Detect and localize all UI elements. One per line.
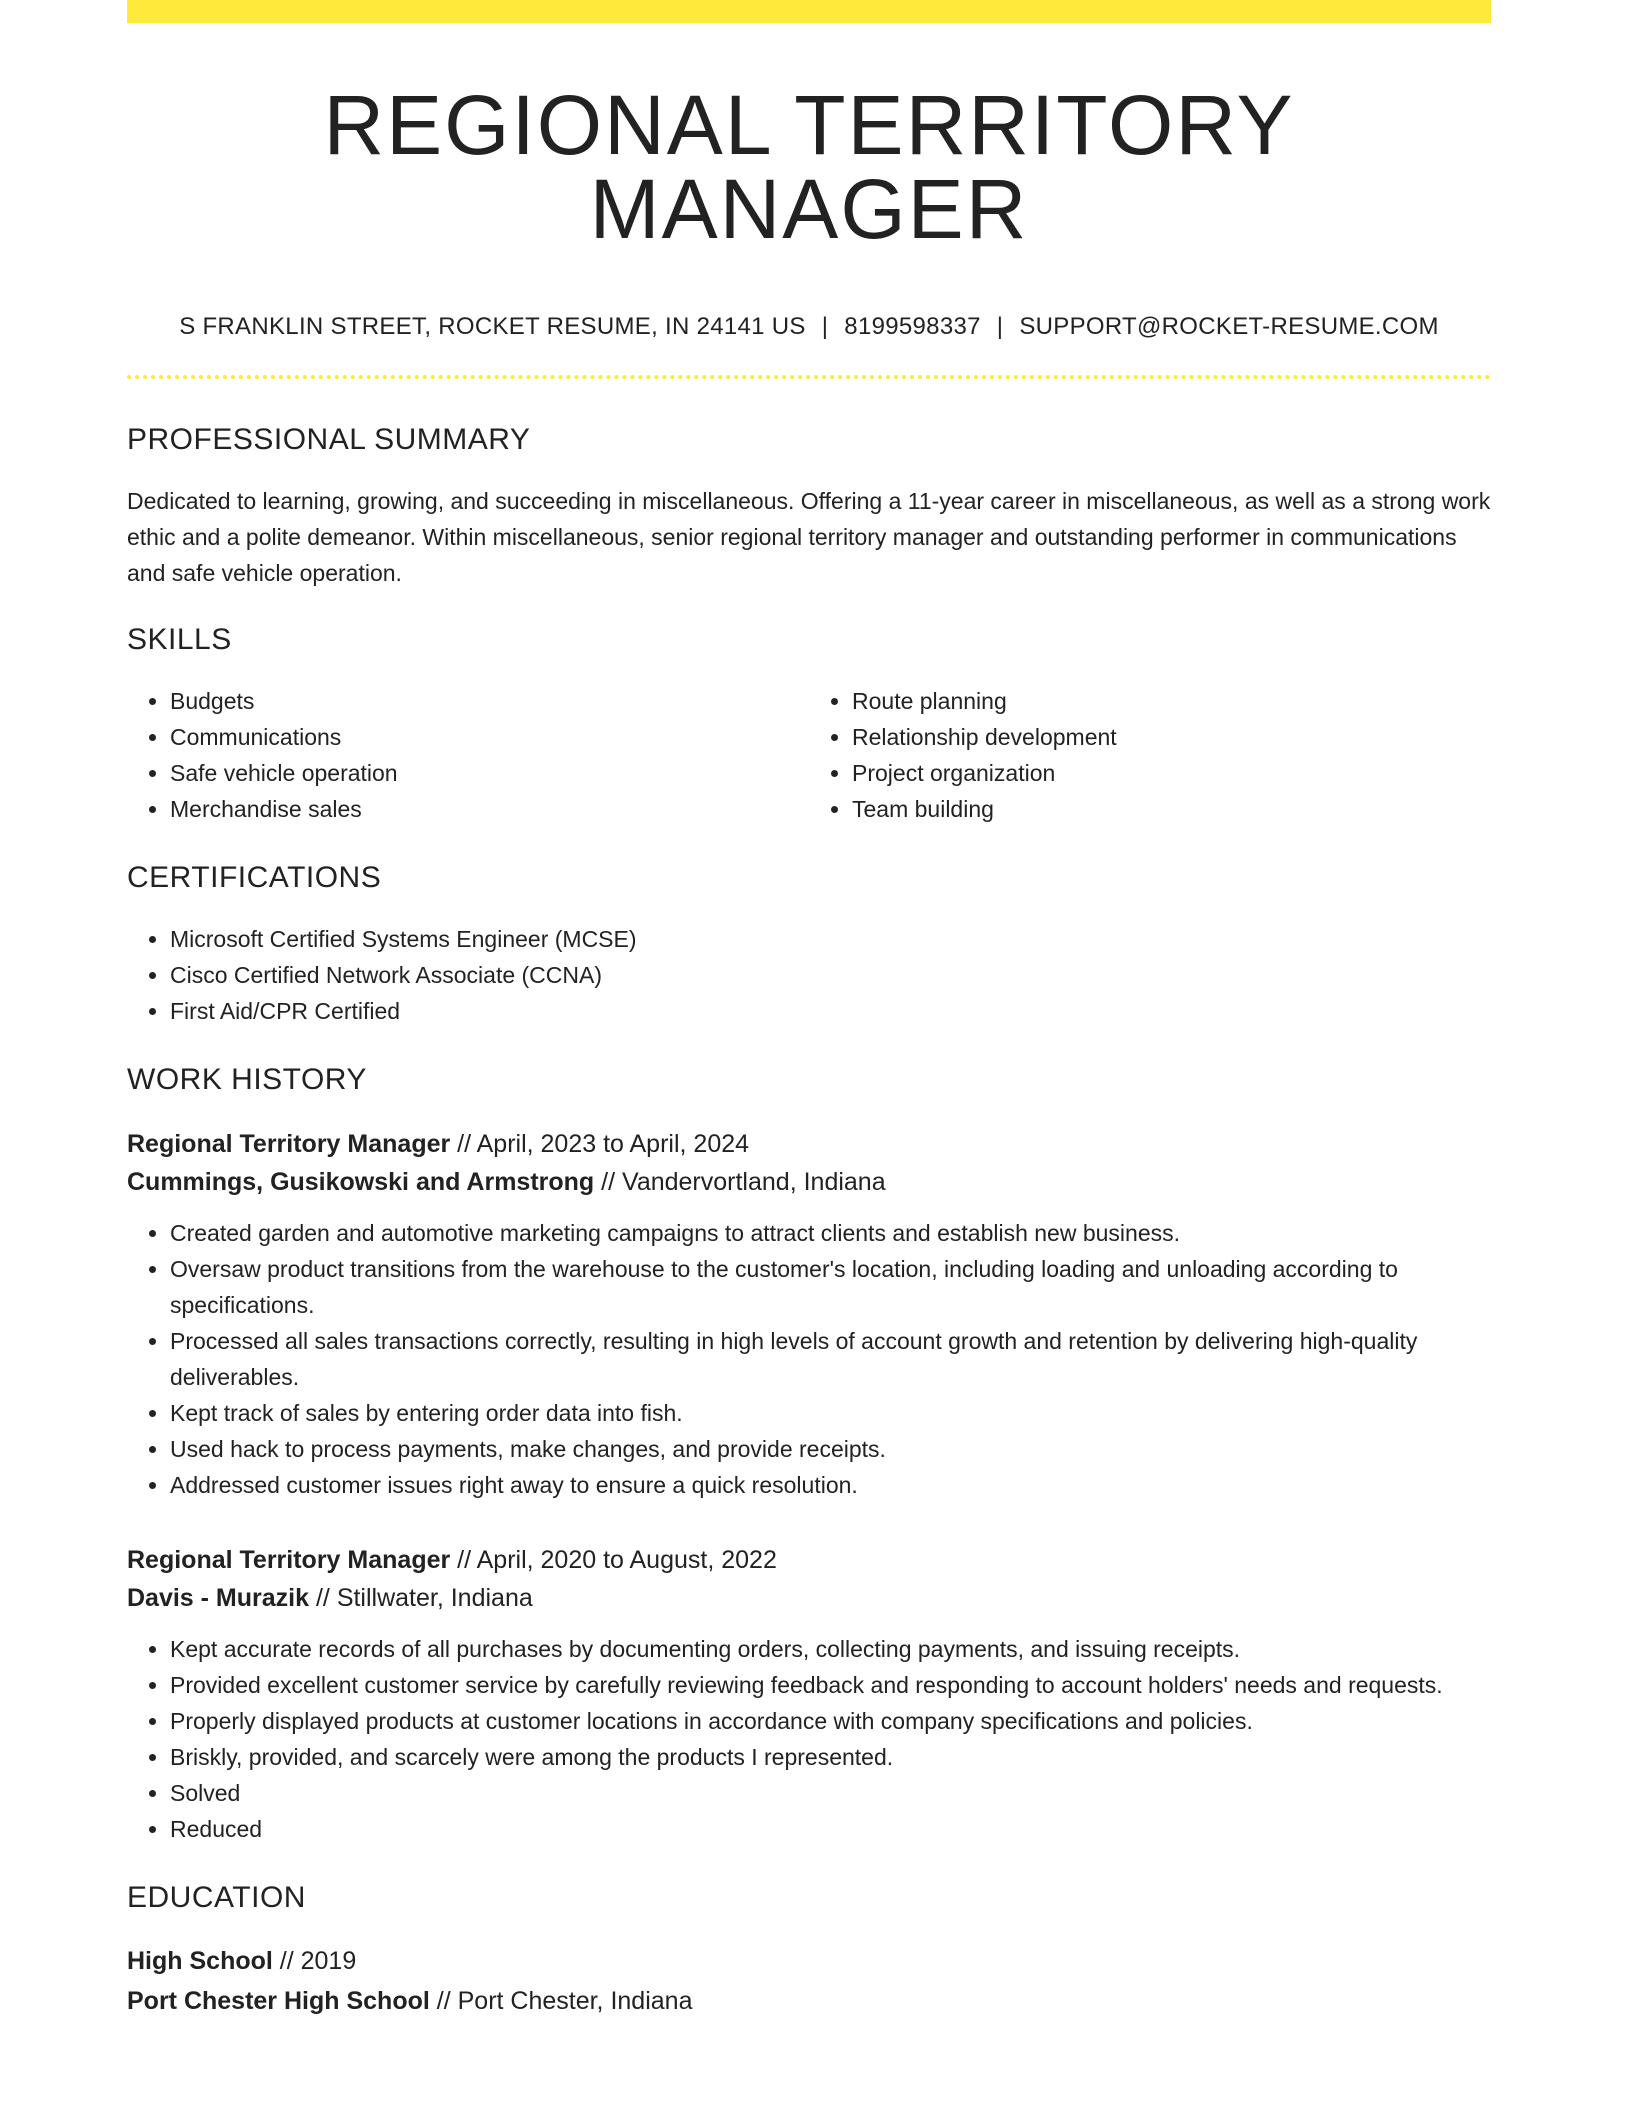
job-entry [127,1541,1491,1847]
job-separator: // [450,1130,477,1158]
skills-list-left [127,683,809,827]
contact-line [127,313,1491,341]
job-bullet: • Briskly, provided, and scarcely were among the products I represented. [170,1739,1491,1775]
resume-page [127,0,1491,2021]
contact-address: S FRANKLIN STREET, ROCKET RESUME, IN 24141 US [179,313,806,340]
skills-list-right [809,683,1491,827]
certification-item: • First Aid/CPR Certified [170,993,1491,1029]
certifications-list [127,921,1491,1029]
contact-phone[interactable]: 8199598337 [844,313,981,340]
job-title-line [127,1541,1491,1579]
contact-separator: | [821,313,829,340]
skill-item: • Team building [852,791,1491,827]
job-location: Stillwater, Indiana [336,1584,533,1612]
skills-heading: SKILLS [127,623,232,656]
job-bullet: • Provided excellent customer service by carefully reviewing feedback and responding to account holders' needs and requests. [170,1667,1491,1703]
job-bullet: • Kept accurate records of all purchases by documenting orders, collecting payments, and issuing receipts. [170,1631,1491,1667]
resume-name: REGIONAL TERRITORY MANAGER [323,78,1295,256]
job-bullet: • Kept track of sales by entering order data into fish. [170,1395,1491,1431]
job-dates: April, 2020 to August, 2022 [476,1546,777,1574]
dotted-divider [127,375,1491,379]
skill-item: • Relationship development [852,719,1491,755]
job-company-line [127,1579,1491,1617]
job-company-line [127,1163,1491,1201]
education-school-line [127,1981,1491,2021]
certification-item: • Cisco Certified Network Associate (CCNA) [170,957,1491,993]
certification-item: • Microsoft Certified Systems Engineer (MCSE) [170,921,1491,957]
job-separator: // [594,1168,622,1196]
education-heading: EDUCATION [127,1881,306,1914]
job-separator: // [309,1584,337,1612]
job-title-line [127,1125,1491,1163]
education-entry [127,1941,1491,2021]
job-bullet: • Properly displayed products at customer locations in accordance with company specifications and policies. [170,1703,1491,1739]
education-location: Port Chester, Indiana [457,1987,693,2015]
skill-item: • Budgets [170,683,809,719]
job-role: Regional Territory Manager [127,1546,451,1574]
job-bullet: • Processed all sales transactions correctly, resulting in high levels of account growth and retention by delivering high-quality deliverables. [170,1323,1491,1395]
job-separator: // [450,1546,477,1574]
job-bullets [127,1631,1491,1847]
contact-separator: | [996,313,1004,340]
skill-item: • Communications [170,719,809,755]
job-location: Vandervortland, Indiana [622,1168,886,1196]
education-separator: // [272,1947,301,1975]
skill-item: • Route planning [852,683,1491,719]
job-bullets [127,1215,1491,1503]
summary-text: Dedicated to learning, growing, and succeeding in miscellaneous. Offering a 11-year career in miscellaneous, as well as a strong work ethic and a polite demeanor. Within miscellaneous, senior regional territory manager and outstanding performer in communications and safe vehicle operation. [127,488,1491,586]
work-history-heading: WORK HISTORY [127,1063,367,1096]
education-degree-line [127,1941,1491,1981]
job-company: Davis - Murazik [127,1584,310,1612]
education-separator: // [429,1987,458,2015]
job-dates: April, 2023 to April, 2024 [476,1130,750,1158]
skills-columns [127,683,1491,827]
contact-email[interactable]: SUPPORT@ROCKET-RESUME.COM [1019,313,1439,340]
job-bullet: • Created garden and automotive marketing campaigns to attract clients and establish new business. [170,1215,1491,1251]
job-role: Regional Territory Manager [127,1130,451,1158]
education-degree: High School [127,1947,273,1975]
education-school: Port Chester High School [127,1987,430,2015]
job-bullet: • Addressed customer issues right away to ensure a quick resolution. [170,1467,1491,1503]
job-entry [127,1125,1491,1503]
accent-bar [127,0,1491,23]
job-bullet: • Solved [170,1775,1491,1811]
job-bullet: • Reduced [170,1811,1491,1847]
skill-item: • Merchandise sales [170,791,809,827]
summary-heading: PROFESSIONAL SUMMARY [127,423,531,456]
job-bullet: • Oversaw product transitions from the warehouse to the customer's location, including loading and unloading according to specifications. [170,1251,1491,1323]
skill-item: • Safe vehicle operation [170,755,809,791]
skill-item: • Project organization [852,755,1491,791]
education-year: 2019 [300,1947,357,1975]
job-bullet: • Used hack to process payments, make changes, and provide receipts. [170,1431,1491,1467]
job-company: Cummings, Gusikowski and Armstrong [127,1168,595,1196]
certifications-heading: CERTIFICATIONS [127,861,382,894]
